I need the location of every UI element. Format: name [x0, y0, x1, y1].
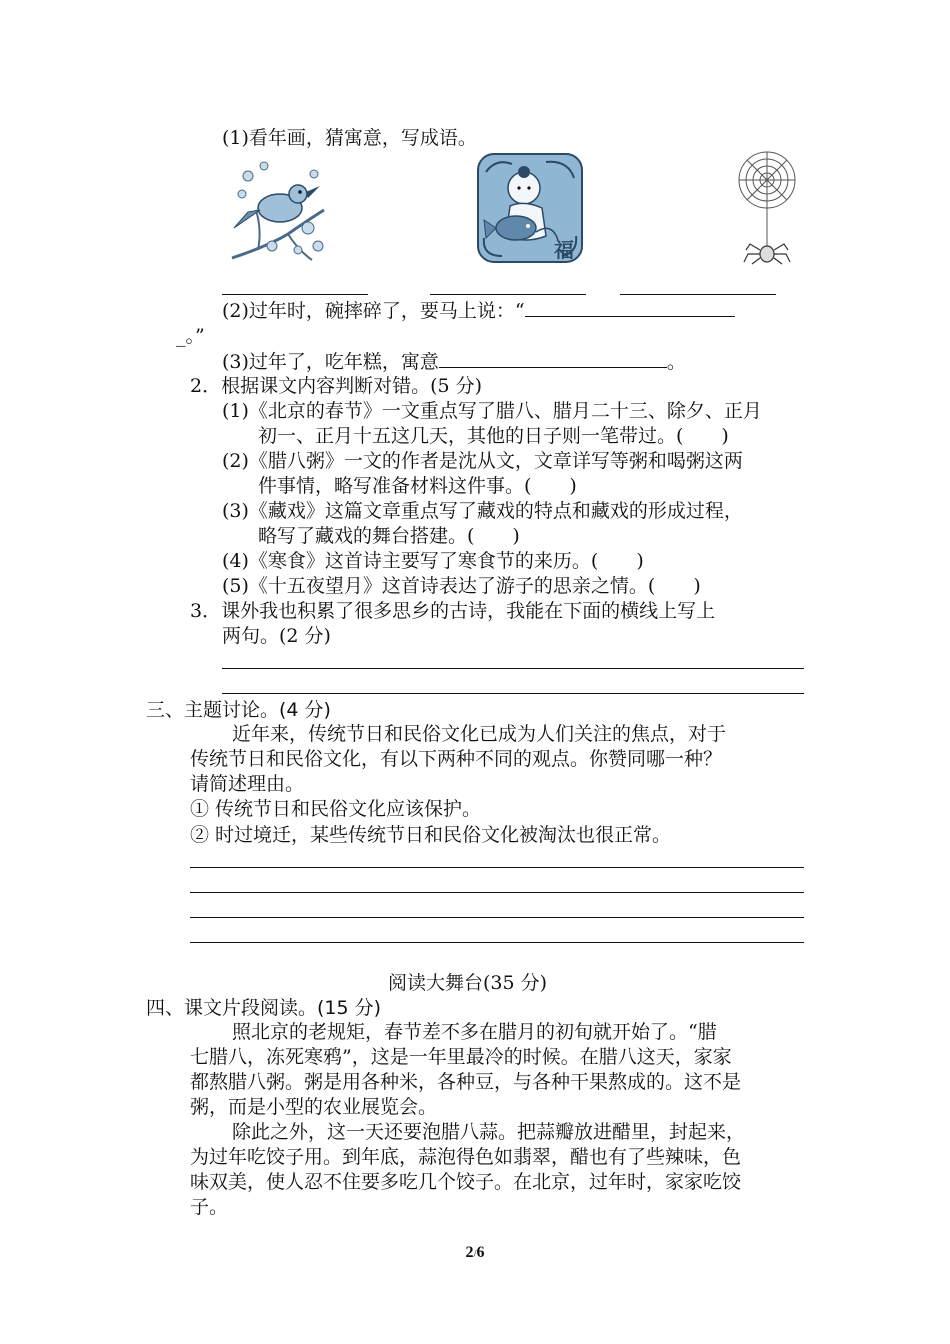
section4-title: 四、课文片段阅读。(15 分) [146, 997, 382, 1019]
q1-item2 [222, 298, 735, 323]
section3-option-1: ① 传统节日和民俗文化应该保护。 [190, 798, 482, 820]
q2-item4: (4)《寒食》这首诗主要写了寒食节的来历。( ) [222, 550, 644, 572]
section3-answer-line-2[interactable] [190, 892, 804, 893]
q2-item2-line2: 件事情，略写准备材料这件事。( ) [258, 475, 577, 497]
section3-para-line2: 传统节日和民俗文化，有以下两种不同的观点。你赞同哪一种？ [190, 748, 723, 770]
section3-title: 三、主题讨论。(4 分) [146, 699, 331, 721]
passage-p1-line3: 都熬腊八粥。粥是用各种米，各种豆，与各种干果熬成的。这不是 [190, 1071, 742, 1093]
page-total: 6 [476, 1244, 485, 1261]
passage-p2-line2: 为过年吃饺子用。到年底，蒜泡得色如翡翠，醋也有了些辣味，色 [190, 1146, 742, 1168]
q2-title: 2．根据课文内容判断对错。(5 分) [190, 375, 483, 397]
page-number [0, 1244, 950, 1262]
section3-para-line1: 近年来，传统节日和民俗文化已成为人们关注的焦点，对于 [232, 723, 727, 745]
fu-character: 福 [554, 238, 574, 262]
q3-line2: 两句。(2 分) [222, 625, 331, 647]
child-with-fish-icon [476, 152, 584, 264]
page-separator: / [473, 1248, 477, 1260]
bird-plum-blossom-icon [228, 150, 328, 268]
q3-line1: 3．课外我也积累了很多思乡的古诗，我能在下面的横线上写上 [190, 600, 716, 622]
q2-item3-line1: (3)《藏戏》这篇文章重点写了藏戏的特点和藏戏的形成过程， [222, 500, 743, 522]
spider-web-icon [736, 150, 798, 268]
passage-p2-line4: 子。 [190, 1196, 229, 1218]
passage-p2-line3: 味双美，使人忍不住要多吃几个饺子。在北京，过年时，家家吃饺 [190, 1171, 742, 1193]
answer-blank-1[interactable] [222, 294, 368, 295]
q3-answer-line-2[interactable] [222, 693, 804, 694]
section3-answer-line-1[interactable] [190, 867, 804, 868]
q1-item3-blank[interactable] [439, 349, 667, 368]
q1-item3-text: (3)过年了，吃年糕，寓意 [222, 351, 439, 373]
q2-item3-line2: 略写了藏戏的舞台搭建。( ) [258, 525, 520, 547]
q2-item2-line1: (2)《腊八粥》一文的作者是沈从文，文章详写等粥和喝粥这两 [222, 450, 743, 472]
q1-item2-text: (2)过年时，碗摔碎了，要马上说：“ [222, 300, 525, 322]
q1-item2-end: _。” [176, 325, 205, 347]
answer-blank-3[interactable] [620, 294, 776, 295]
q2-item1-line2: 初一、正月十五这几天，其他的日子则一笔带过。( ) [258, 425, 729, 447]
q1-item1: (1)看年画，猜寓意，写成语。 [222, 127, 477, 149]
passage-p2-line1: 除此之外，这一天还要泡腊八蒜。把蒜瓣放进醋里，封起来， [232, 1121, 746, 1143]
passage-p1-line1: 照北京的老规矩，春节差不多在腊月的初旬就开始了。“腊 [232, 1021, 717, 1043]
reading-stage-title: 阅读大舞台(35 分) [388, 972, 548, 994]
passage-p1-line4: 粥，而是小型的农业展览会。 [190, 1096, 438, 1118]
q1-item3 [222, 349, 686, 374]
q2-item5: (5)《十五夜望月》这首诗表达了游子的思亲之情。( ) [222, 575, 701, 597]
page-current: 2 [465, 1244, 474, 1261]
section3-para-line3: 请简述理由。 [190, 773, 305, 795]
answer-blank-2[interactable] [430, 294, 586, 295]
section3-answer-line-4[interactable] [190, 942, 804, 943]
q1-item3-end: 。 [666, 351, 686, 373]
q2-item1-line1: (1)《北京的春节》一文重点写了腊八、腊月二十三、除夕、正月 [222, 400, 762, 422]
passage-p1-line2: 七腊八，冻死寒鸦”，这是一年里最冷的时候。在腊八这天，家家 [190, 1046, 732, 1068]
q1-item2-blank[interactable] [525, 298, 735, 317]
section3-option-2: ② 时过境迁，某些传统节日和民俗文化被淘汰也很正常。 [190, 824, 672, 846]
q3-answer-line-1[interactable] [222, 668, 804, 669]
section3-answer-line-3[interactable] [190, 917, 804, 918]
